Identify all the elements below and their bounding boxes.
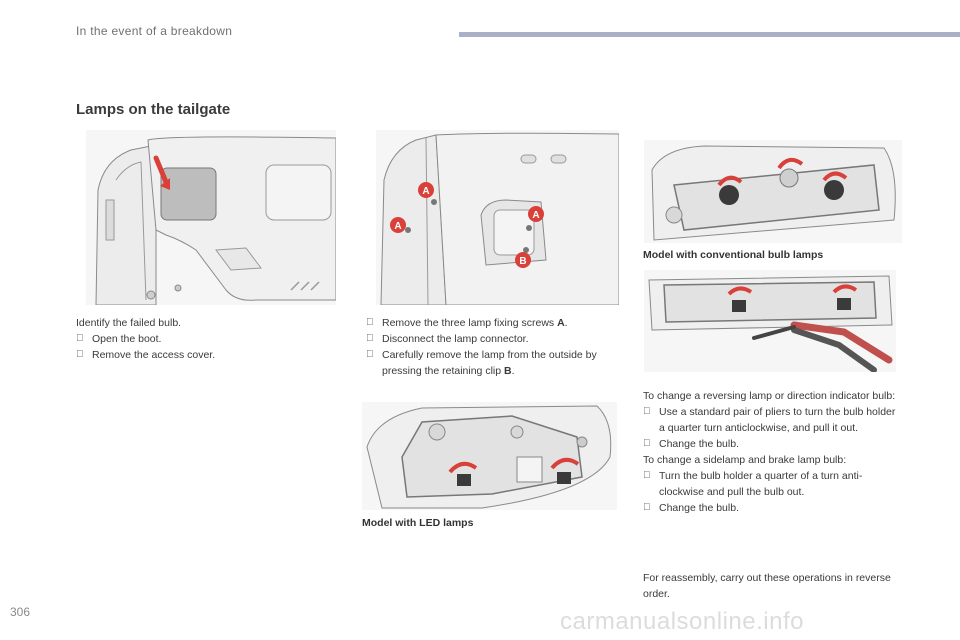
watermark: carmanualsonline.info <box>560 608 804 635</box>
column-2-text <box>366 315 621 379</box>
figure-led-lamp <box>362 402 617 510</box>
bullet-icon <box>366 347 374 363</box>
sidelamp-intro: To change a sidelamp and brake lamp bulb: <box>643 454 847 466</box>
bullet-icon <box>643 500 651 516</box>
list-item: Carefully remove the lamp from the outside by pressing the retaining clip B. <box>366 347 621 379</box>
list-item: Change the bulb. <box>643 500 899 516</box>
list-item: Disconnect the lamp connector. <box>366 331 621 347</box>
intro-text: Identify the failed bulb. <box>76 317 182 329</box>
label-a-2: A <box>394 221 402 232</box>
bullet-icon <box>366 331 374 347</box>
reversing-intro: To change a reversing lamp or direction indicator bulb: <box>643 390 896 402</box>
reassembly-text: For reassembly, carry out these operations in reverse order. <box>643 572 891 600</box>
column-3-text <box>643 388 899 516</box>
bullet-icon <box>76 347 84 363</box>
list-item: Turn the bulb holder a quarter of a turn anti-clockwise and pull the bulb out. <box>643 468 899 500</box>
list-item: Open the boot. <box>76 331 326 347</box>
label-a-1: A <box>422 186 430 197</box>
figure-conventional-lamp <box>644 140 902 243</box>
column-1-text <box>76 315 326 363</box>
bullet-icon <box>366 315 374 331</box>
bullet-icon <box>643 468 651 484</box>
bullet-icon <box>643 436 651 452</box>
figure-boot-access-cover <box>86 130 336 305</box>
list-item: Use a standard pair of pliers to turn the bulb holder a quarter turn anticlockwise, and pull it out. <box>643 404 899 436</box>
header-bar <box>459 32 960 37</box>
section-header: In the event of a breakdown <box>76 24 233 38</box>
list-item: Remove the three lamp fixing screws A. <box>366 315 621 331</box>
list-item: Remove the access cover. <box>76 347 326 363</box>
caption-conventional: Model with conventional bulb lamps <box>643 249 824 261</box>
figure-pliers <box>644 270 896 372</box>
label-b: B <box>519 256 527 267</box>
label-a-3: A <box>532 210 540 221</box>
caption-led: Model with LED lamps <box>362 517 474 529</box>
page-number: 306 <box>10 605 31 619</box>
page-title: Lamps on the tailgate <box>76 101 231 118</box>
bullet-icon <box>643 404 651 420</box>
list-item: Change the bulb. <box>643 436 899 452</box>
bullet-icon <box>76 331 84 347</box>
figure-lamp-screws <box>376 130 619 305</box>
